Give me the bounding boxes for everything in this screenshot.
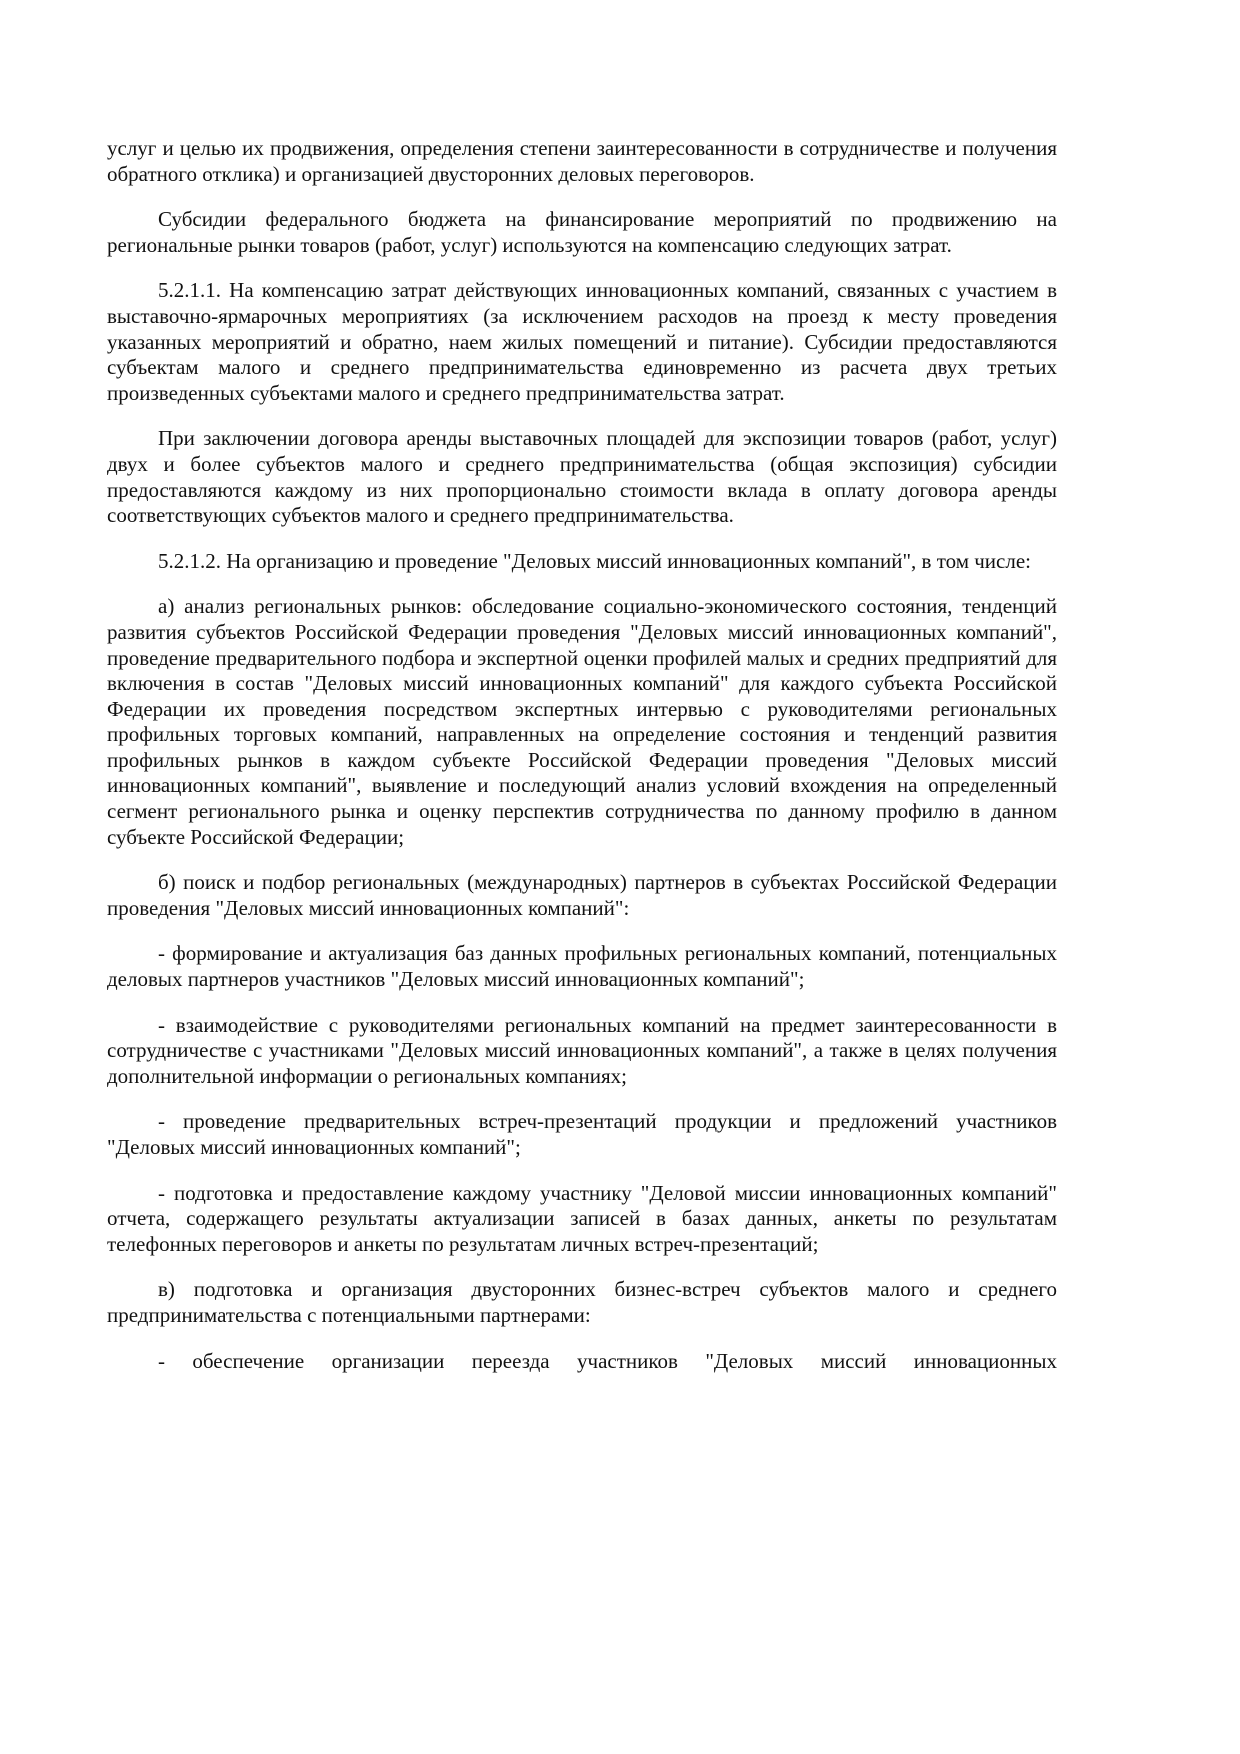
dash-item-database: - формирование и актуализация баз данных профильных региональных компаний, потенциальных деловых партнеров участников "Деловых миссий инновационных компаний";: [107, 941, 1057, 992]
dash-item-travel: - обеспечение организации переезда участников "Деловых миссий инновационных: [158, 1348, 1057, 1373]
subitem-b-partner-search: б) поиск и подбор региональных (международных) партнеров в субъектах Российской Федерации проведения "Деловых миссий инновационных компаний":: [107, 870, 1057, 920]
clause-5-2-1-2: 5.2.1.2. На организацию и проведение "Деловых миссий инновационных компаний", в том числе:: [158, 548, 1031, 573]
subitem-v-business-meetings: в) подготовка и организация двусторонних бизнес-встреч субъектов малого и среднего предпринимательства с потенциальными партнерами:: [107, 1277, 1057, 1327]
subitem-a-market-analysis: а) анализ региональных рынков: обследование социально-экономического состояния, тенденций развития субъектов Российской Федерации проведения "Деловых миссий инновационных компаний", проведение предварительного подбора и экспертной оценки профилей малых и средних предприятий для включения в состав "Деловых миссий инновационных компаний" для каждого субъекта Российской Федерации их проведения посредством экспертных интервью с руководителями региональных профильных торговых компаний, направленных на определение состояния и тенденций развития профильных рынков в каждом субъекте Российской Федерации проведения "Деловых миссий инновационных компаний", выявление и последующий анализ условий вхождения на определенный сегмент регионального рынка и оценку перспектив сотрудничества по данному профилю в данном субъекте Российской Федерации;: [107, 594, 1057, 849]
paragraph-joint-exposition: При заключении договора аренды выставочных площадей для экспозиции товаров (работ, услуг) двух и более субъектов малого и среднего предпринимательства (общая экспозиция) субсидии предоставляются каждому из них пропорционально стоимости вклада в оплату договора аренды соответствующих субъектов малого и среднего предпринимательства.: [107, 426, 1057, 528]
clause-5-2-1-1: 5.2.1.1. На компенсацию затрат действующих инновационных компаний, связанных с участием в выставочно-ярмарочных мероприятиях (за исключением расходов на проезд к месту проведения указанных мероприятий и обратно, наем жилых помещений и питание). Субсидии предоставляются субъектам малого и среднего предпринимательства единовременно из расчета двух третьих произведенных субъектами малого и среднего предпринимательства затрат.: [107, 278, 1057, 405]
paragraph-continuation: услуг и целью их продвижения, определения степени заинтересованности в сотрудничестве и получения обратного отклика) и организацией двусторонних деловых переговоров.: [107, 136, 1057, 186]
document-page: [107, 136, 1057, 1394]
dash-item-interaction: - взаимодействие с руководителями региональных компаний на предмет заинтересованности в сотрудничестве с участниками "Деловых миссий инновационных компаний", а также в целях получения дополнительной информации о региональных компаниях;: [107, 1012, 1057, 1088]
dash-item-presentations: - проведение предварительных встреч-презентаций продукции и предложений участников "Деловых миссий инновационных компаний";: [107, 1109, 1057, 1159]
dash-item-report: - подготовка и предоставление каждому участнику "Деловой миссии инновационных компаний" отчета, содержащего результаты актуализации записей в базах данных, анкеты по результатам телефонных переговоров и анкеты по результатам личных встреч-презентаций;: [107, 1180, 1057, 1256]
paragraph-subsidies-intro: Субсидии федерального бюджета на финансирование мероприятий по продвижению на региональные рынки товаров (работ, услуг) используются на компенсацию следующих затрат.: [107, 207, 1057, 257]
